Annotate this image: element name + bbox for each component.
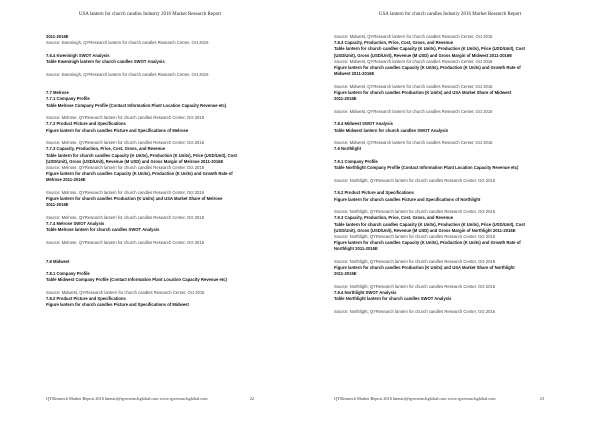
text-line: 7.7.2 Product Picture and Specifications xyxy=(46,121,126,127)
source-line: Source: Midwest, QYResearch lantern for church candles Research Center, Oct 2016 xyxy=(334,58,493,64)
text-line: Figure lantern for church candles Capacity (K Units), Production (K Units) and Growth Rate of xyxy=(334,240,521,246)
text-line: 7.9 Northlight xyxy=(334,146,361,152)
text-line: Midwest 2011-2016E xyxy=(334,71,375,77)
source-line: Source: Midwest, QYResearch lantern for church candles Research Center, Oct 2016 xyxy=(334,108,493,114)
text-line: (USD/Unit), Gross (USD/Unit), Revenue (M USD) and Gross Margin of Midwest 2011-2016E xyxy=(334,52,512,58)
source-line: Source: Northlight, QYResearch lantern for church candles Research Center, Oct 2016 xyxy=(334,309,496,314)
page-number: 23 xyxy=(539,396,544,401)
source-line: Source: Melrose, QYResearch lantern for church candles Research Center, Oct 2016 xyxy=(46,140,205,146)
text-line: 7.8.1 Company Profile xyxy=(46,271,90,277)
text-line: 7.7.1 Company Profile xyxy=(46,96,90,102)
source-line: Source: Midwest, QYResearch lantern for church candles Research Center, Oct 2016 xyxy=(334,140,493,146)
text-line: Figure lantern for church candles Capacity (K Units), Production (K Units) and Growth Rate of xyxy=(334,65,521,71)
text-line: Figure lantern for church candles Picture and Specifications of Midwest xyxy=(46,302,189,308)
text-line: 7.8.3 Capacity, Production, Price, Cost, Gross, and Revenue xyxy=(334,40,454,46)
text-line: Figure lantern for church candles Picture and Specifications of Northlight xyxy=(334,196,481,202)
source-line: Source: Midwest, QYResearch lantern for church candles Research Center, Oct 2016 xyxy=(334,34,493,39)
text-line: Table lantern for church candles Capacity (K Units), Production (K Units), Price (USD/Unit), Cost xyxy=(334,221,525,227)
source-line: Source: Kweninigh, QYResearch lantern for church candles Research Center, Oct 2016 xyxy=(46,71,209,77)
text-line: Northlight 2011-2016E xyxy=(334,246,378,252)
page-footer xyxy=(46,396,254,401)
page-body xyxy=(334,34,570,315)
source-line: Source: Northlight, QYResearch lantern for church candles Research Center, Oct 2016 xyxy=(334,259,496,264)
source-line: Source: Northlight, QYResearch lantern for church candles Research Center, Oct 2016 xyxy=(334,234,496,239)
text-line: 7.8.4 Midwest SWOT Analysis xyxy=(334,121,393,127)
text-line: 2011-2016E xyxy=(46,202,69,208)
text-line: Table Melrose lantern for church candles SWOT Analysis xyxy=(46,227,160,233)
text-line: 2011-2016E xyxy=(46,34,69,39)
text-line: Figure lantern for church candles Capacity (K Units), Production (K Units) and Growth Rate of xyxy=(46,171,233,177)
text-line: 7.7.3 Capacity, Production, Price, Cost, Gross, and Revenue xyxy=(46,146,166,152)
text-line: Table Melrose Company Profile (Contact Information Plant Location Capacity Revenue etc) xyxy=(46,102,227,108)
text-line: 7.8 Midwest xyxy=(46,258,70,264)
line-spacer xyxy=(46,78,284,90)
text-line: Melrose 2011-2016E xyxy=(46,177,86,183)
source-line: Source: Northlight, QYResearch lantern for church candles Research Center, Oct 2016 xyxy=(334,177,496,183)
page-footer xyxy=(334,396,544,401)
page-header: USA lantern for church candles Industry 2016 Market Research Report xyxy=(78,12,222,17)
text-line: Table lantern for church candles Capacity (K Units), Production (K Units), Price (USD/Unit), Cost xyxy=(46,152,237,158)
text-line: Figure lantern for church candles Production (K Units) and USA Market Share of Melrose xyxy=(46,196,223,202)
footer-text: QYResearch Market Report 2016 hmeart@qyresearchglobal.com www.qyresearchglobal.com xyxy=(46,396,208,401)
text-line: Table Midwest lantern for church candles SWOT Analysis xyxy=(334,127,449,133)
text-line: 7.9.2 Product Picture and Specifications xyxy=(334,190,414,196)
footer-text: QYResearch Market Report 2016 hmeart@qyresearchglobal.com www.qyresearchglobal.com xyxy=(334,396,496,401)
text-line: (USD/Unit), Gross (USD/Unit), Revenue (M USD) and Gross Margin of Northlight 2011-2016E xyxy=(334,227,516,233)
right-page xyxy=(300,0,600,424)
text-line: Figure lantern for church candles Production (K Units) and USA Market Share of Midwest xyxy=(334,90,512,96)
source-line: Source: Melrose, QYResearch lantern for church candles Research Center, Oct 2016 xyxy=(46,215,205,220)
text-line: 7.7 Melrose xyxy=(46,90,69,96)
source-line: Source: Northlight, QYResearch lantern for church candles Research Center, Oct 2016 xyxy=(334,209,496,215)
source-line: Source: Kweninigh, QYResearch lantern for church candles Research Center, Oct 2016 xyxy=(46,40,209,46)
page-number: 22 xyxy=(249,396,254,401)
source-line: Source: Northlight, QYResearch lantern for church candles Research Center, Oct 2016 xyxy=(334,284,496,289)
text-line: Figure lantern for church candles Production (K Units) and USA Market Share of Northlight xyxy=(334,265,515,271)
text-line: Table Midwest Company Profile (Contact Information Plant Location Capacity Revenue etc) xyxy=(46,277,227,283)
text-line: 7.9.4 Northlight SWOT Analysis xyxy=(334,290,397,296)
source-line: Source: Midwest, QYResearch lantern for church candles Research Center, Oct 2016 xyxy=(334,83,493,89)
line-spacer xyxy=(46,246,284,258)
text-line: 7.8.2 Product Picture and Specifications xyxy=(46,296,126,302)
text-line: 7.9.1 Company Profile xyxy=(334,159,378,164)
source-line: Source: Melrose, QYResearch lantern for church candles Research Center, Oct 2016 xyxy=(46,190,205,195)
page-body xyxy=(46,34,284,309)
source-line: Source: Midwest, QYResearch lantern for church candles Research Center, Oct 2016 xyxy=(46,289,205,295)
text-line: 7.7.4 Melrose SWOT Analysis xyxy=(46,221,105,227)
source-line: Source: Melrose, QYResearch lantern for church candles Research Center, Oct 2016 xyxy=(46,165,205,170)
page-header: USA lantern for church candles Industry 2016 Market Research Report xyxy=(378,12,522,17)
text-line: Table Kweninigh lantern for church candles SWOT Analysis xyxy=(46,59,165,64)
text-line: 7.6.4 Kweninigh SWOT Analysis xyxy=(46,52,110,58)
text-line: Figure lantern for church candles Picture and Specifications of Melrose xyxy=(46,127,189,133)
source-line: Source: Melrose, QYResearch lantern for church candles Research Center, Oct 2016 xyxy=(46,240,205,245)
text-line: Table lantern for church candles Capacity (K Units), Production (K Units), Price (USD/Unit), Cost xyxy=(334,46,525,52)
text-line: 2011-2016E xyxy=(334,271,357,277)
source-line: Source: Melrose, QYResearch lantern for church candles Research Center, Oct 2016 xyxy=(46,115,205,121)
text-line: 2011-2016E xyxy=(334,96,357,102)
text-line: Table Northlight Company Profile (Contact Information Plant Location Capacity Revenue etc) xyxy=(334,165,519,171)
text-line: 7.9.3 Capacity, Production, Price, Cost, Gross, and Revenue xyxy=(334,215,454,221)
text-line: Table Northlight lantern for church candles SWOT Analysis xyxy=(334,296,452,302)
text-line: (USD/Unit), Gross (USD/Unit), Revenue (M USD) and Gross Margin of Melrose 2011-2016E xyxy=(46,158,224,164)
